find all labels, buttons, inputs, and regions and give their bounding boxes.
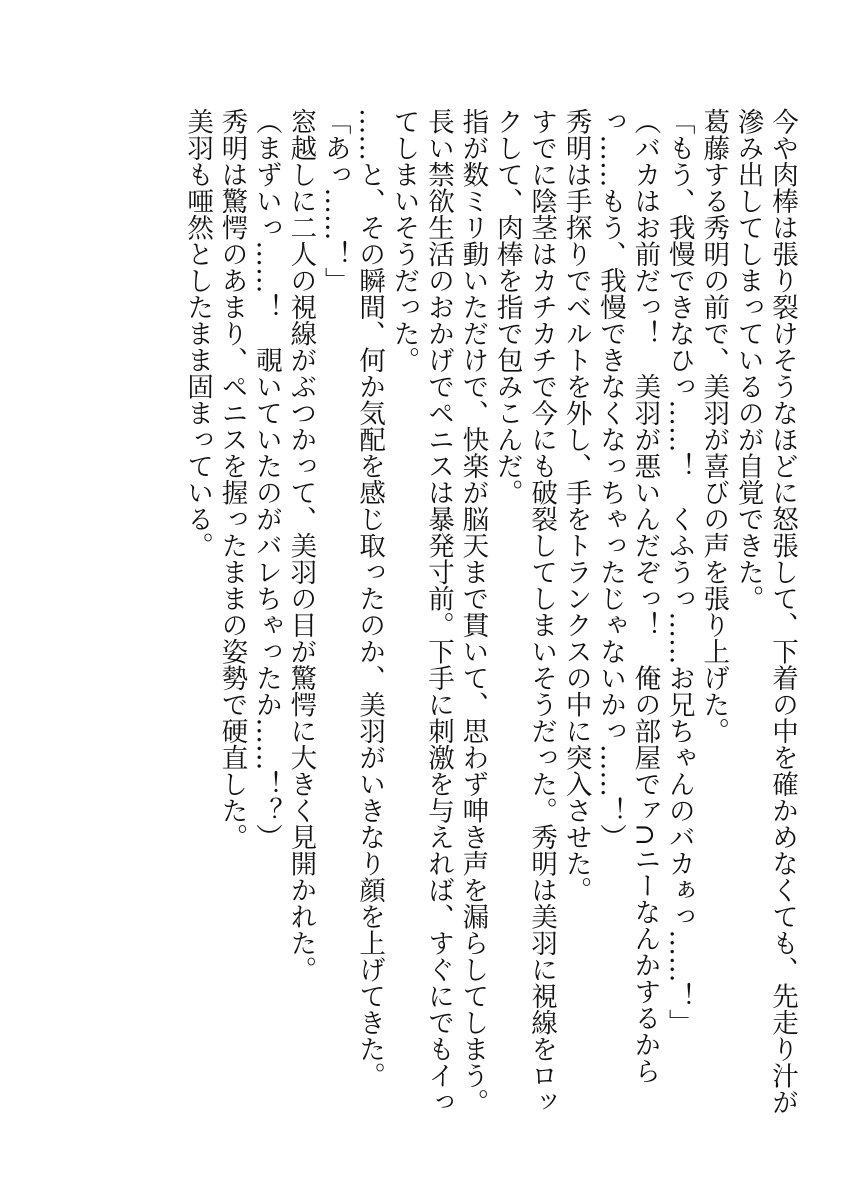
paragraph: （バカはお前だっ！ 美羽が悪いんだぞっ！ 俺の部屋でァ∩ニーなんかするからっ……もう、我慢できなくなっちゃったじゃないかっ……！） (594, 108, 661, 1085)
paragraph: 美羽も唖然としたまま固まっている。 (182, 108, 214, 559)
paragraph: 今や肉棒は張り裂けそうなほどに怒張して、下着の中を確かめなくても、先走り汁が滲み出してしまっているのが自覚できた。 (732, 108, 798, 1115)
paragraph: 指が数ミリ動いただけで、快楽が脳天まで貫いて、思わず呻き声を漏らしてしまう。 (457, 108, 489, 1115)
paragraph: 「もう、我慢できなひっ……！ くふうっ……お兄ちゃんのバカぁっ……！」 (663, 108, 695, 1036)
paragraph: 「あっ……！」 (319, 108, 351, 294)
paragraph: 長い禁欲生活のおかげでペニスは暴発寸前。下手に刺激を与えれば、すぐにでもイってしまいそうだった。 (388, 108, 454, 1115)
paragraph: （まずいっ……！ 覗いていたのがバレちゃったか……！？） (250, 108, 282, 850)
paragraph: 葛藤する秀明の前で、美羽が喜びの声を張り上げた。 (698, 108, 730, 744)
paragraph: すでに陰茎はカチカチで今にも破裂してしまいそうだった。秀明は美羽に視線をロックして、肉棒を指で包みこんだ。 (491, 108, 558, 1115)
paragraph: 窓越しに二人の視線がぶつかって、美羽の目が驚愕に大きく見開かれた。 (285, 108, 317, 983)
paragraph: ……と、その瞬間、何か気配を感じ取ったのか、美羽がいきなり顔を上げてきた。 (354, 108, 386, 1089)
paragraph: 秀明は手探りでベルトを外し、手をトランクスの中に突入させた。 (560, 108, 592, 903)
paragraph: 秀明は驚愕のあまり、ペニスを握ったままの姿勢で硬直した。 (216, 108, 248, 850)
vertical-text-block (180, 108, 799, 1118)
